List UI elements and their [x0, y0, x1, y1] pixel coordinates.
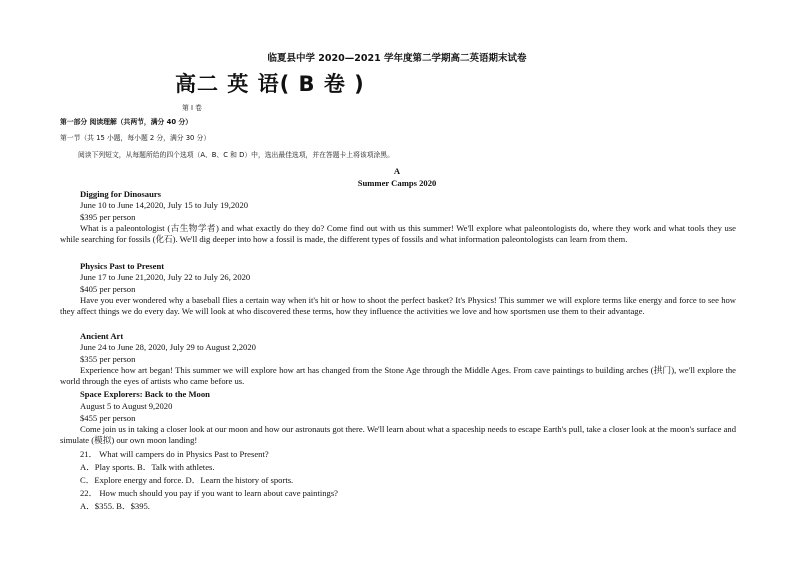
- camp-dates: June 10 to June 14,2020, July 15 to July 19,2020: [80, 200, 249, 210]
- camp-description: Experience how art began! This summer we will explore how art has changed from the Stone Age through the Middle Ages. From cave paintings to building arches (拱门), we'll explore the world through the eyes of artists who came before us.: [60, 365, 736, 387]
- school-exam-heading: 临夏县中学 2020—2021 学年度第二学期高二英语期末试卷: [267, 53, 527, 64]
- camp-description: Have you ever wondered why a baseball flies a certain way when it's hit or how to shoot the perfect basket? It's Physics! This summer we will explore terms like energy and force to see how they affect things we do every day. We will look at who discovered these terms, how they influence the activities we love and how sportsmen use them to their advantage.: [60, 295, 736, 317]
- camp-price: $355 per person: [80, 354, 136, 364]
- camp-name: Physics Past to Present: [80, 261, 165, 271]
- camp-description: What is a paleontologist (古生物学者) and what exactly do they do? Come find out with us this summer! We'll explore what paleontologists do, where they work and what tools they use while searching for fossils (化石). We'll dig deeper into how a fossil is made, the different types of fossils and what information paleontologists can learn from them.: [60, 223, 736, 245]
- camp-name: Ancient Art: [80, 331, 124, 341]
- paper-title: 高二 英 语( B 卷 ): [175, 72, 365, 96]
- camp-dates: August 5 to August 9,2020: [80, 401, 173, 411]
- camp-name: Digging for Dinosaurs: [80, 189, 162, 199]
- question-stem: 21． What will campers do in Physics Past to Present?: [80, 449, 269, 459]
- camp-dates: June 17 to June 21,2020, July 22 to July 26, 2020: [80, 272, 251, 282]
- passage-label: A: [393, 166, 401, 176]
- camp-description: Come join us in taking a closer look at our moon and how our astronauts got there. We'll learn about what a spaceship needs to escape Earth's pull, take a closer look at the moon's surface and simulate (模拟) our own moon landing!: [60, 424, 736, 446]
- question-option-row: C．Explore energy and force. D．Learn the history of sports.: [80, 475, 294, 485]
- camp-price: $395 per person: [80, 212, 136, 222]
- section-heading: 第一节（共 15 小题，每小题 2 分，满分 30 分）: [60, 134, 211, 142]
- question-option-row: A．$355. B．$395.: [80, 501, 150, 511]
- camp-price: $455 per person: [80, 413, 136, 423]
- camp-dates: June 24 to June 28, 2020, July 29 to August 2,2020: [80, 342, 256, 352]
- passage-title: Summer Camps 2020: [357, 178, 437, 188]
- question-option-row: A．Play sports. B．Talk with athletes.: [80, 462, 215, 472]
- camp-name: Space Explorers: Back to the Moon: [80, 389, 210, 399]
- volume-label: 第 I 卷: [182, 104, 202, 112]
- camp-price: $405 per person: [80, 284, 136, 294]
- question-stem: 22． How much should you pay if you want to learn about cave paintings?: [80, 488, 338, 498]
- part-heading: 第一部分 阅读理解（共两节，满分 40 分）: [60, 118, 193, 126]
- instructions: 阅读下列短文，从每题所给的四个选项（A、B、C 和 D）中，选出最佳选项，并在答题卡上将该项涂黑。: [78, 151, 394, 159]
